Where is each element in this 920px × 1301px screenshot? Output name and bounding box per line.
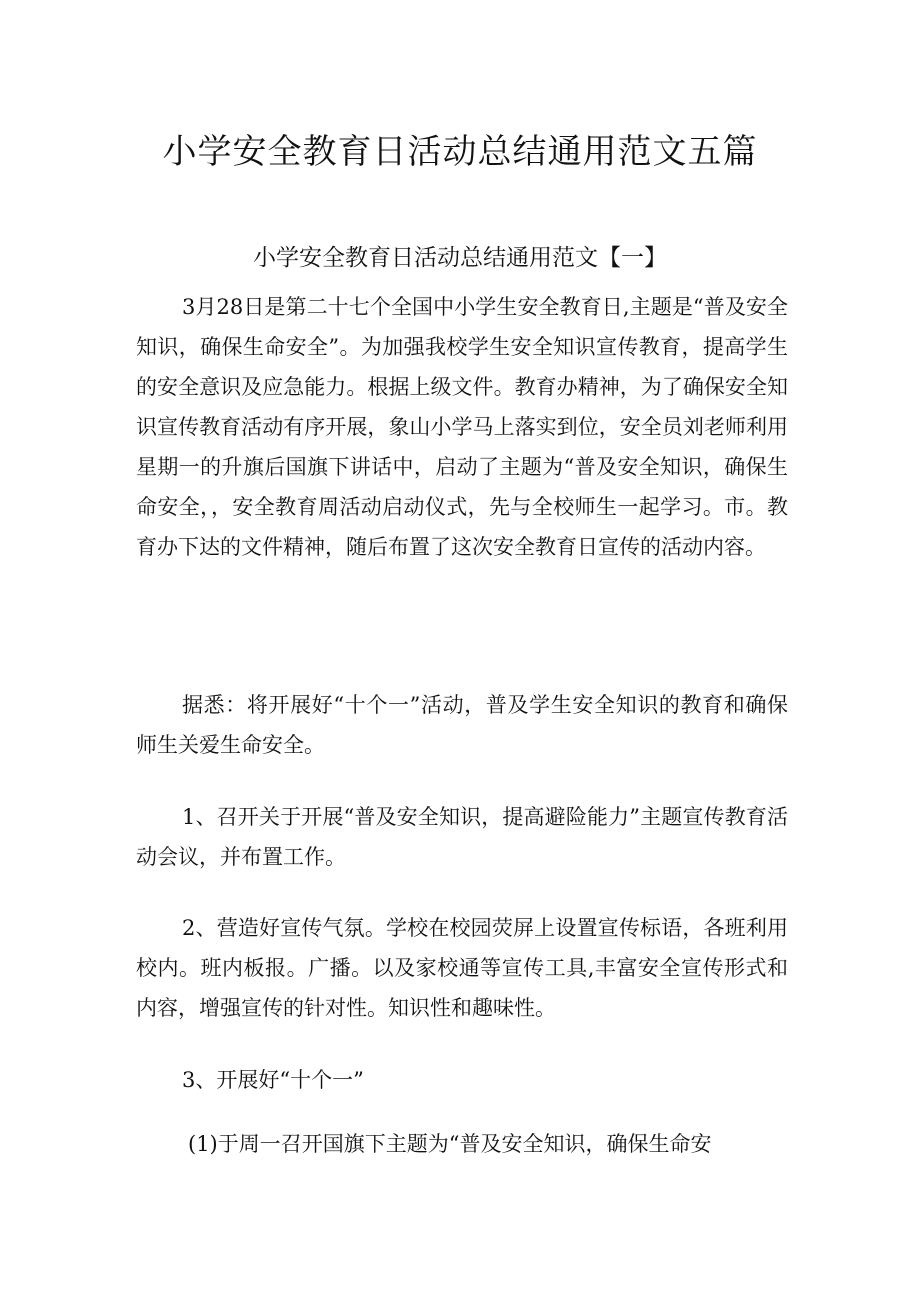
document-title: 小学安全教育日活动总结通用范文五篇: [162, 132, 758, 172]
body-paragraph-3: 1、召开关于开展“普及安全知识，提高避险能力”主题宣传教育活动会议，并布置工作。: [136, 805, 788, 869]
body-paragraph-4: 2、营造好宣传气氛。学校在校园荧屏上设置宣传标语，各班利用校内。班内板报。广播。以及家校通等宣传工具,丰富安全宣传形式和内容，增强宣传的针对性。知识性和趣味性。: [136, 916, 788, 1020]
section-heading: 小学安全教育日活动总结通用范文【一】: [253, 245, 667, 271]
body-paragraph-5: 3、开展好“十个一”: [182, 1068, 364, 1092]
body-paragraph-1: 3月28日是第二十七个全国中小学生安全教育日,主题是“普及安全知识，确保生命安全”。为加强我校学生安全知识宣传教育，提高学生的安全意识及应急能力。根据上级文件。教育办精神，为了确保安全知识宣传教育活动有序开展，象山小学马上落实到位，安全员刘老师利用星期一的升旗后国旗下讲话中，启动了主题为“普及安全知识，确保生命安全，，安全教育周活动启动仪式，先与全校师生一起学习。市。教育办下达的文件精神，随后布置了这次安全教育日宣传的活动内容。: [136, 295, 788, 559]
body-paragraph-2: 据悉：将开展好“十个一”活动，普及学生安全知识的教育和确保师生关爱生命安全。: [136, 693, 788, 757]
body-paragraph-6: (1)于周一召开国旗下主题为“普及安全知识，确保生命安: [188, 1132, 712, 1156]
